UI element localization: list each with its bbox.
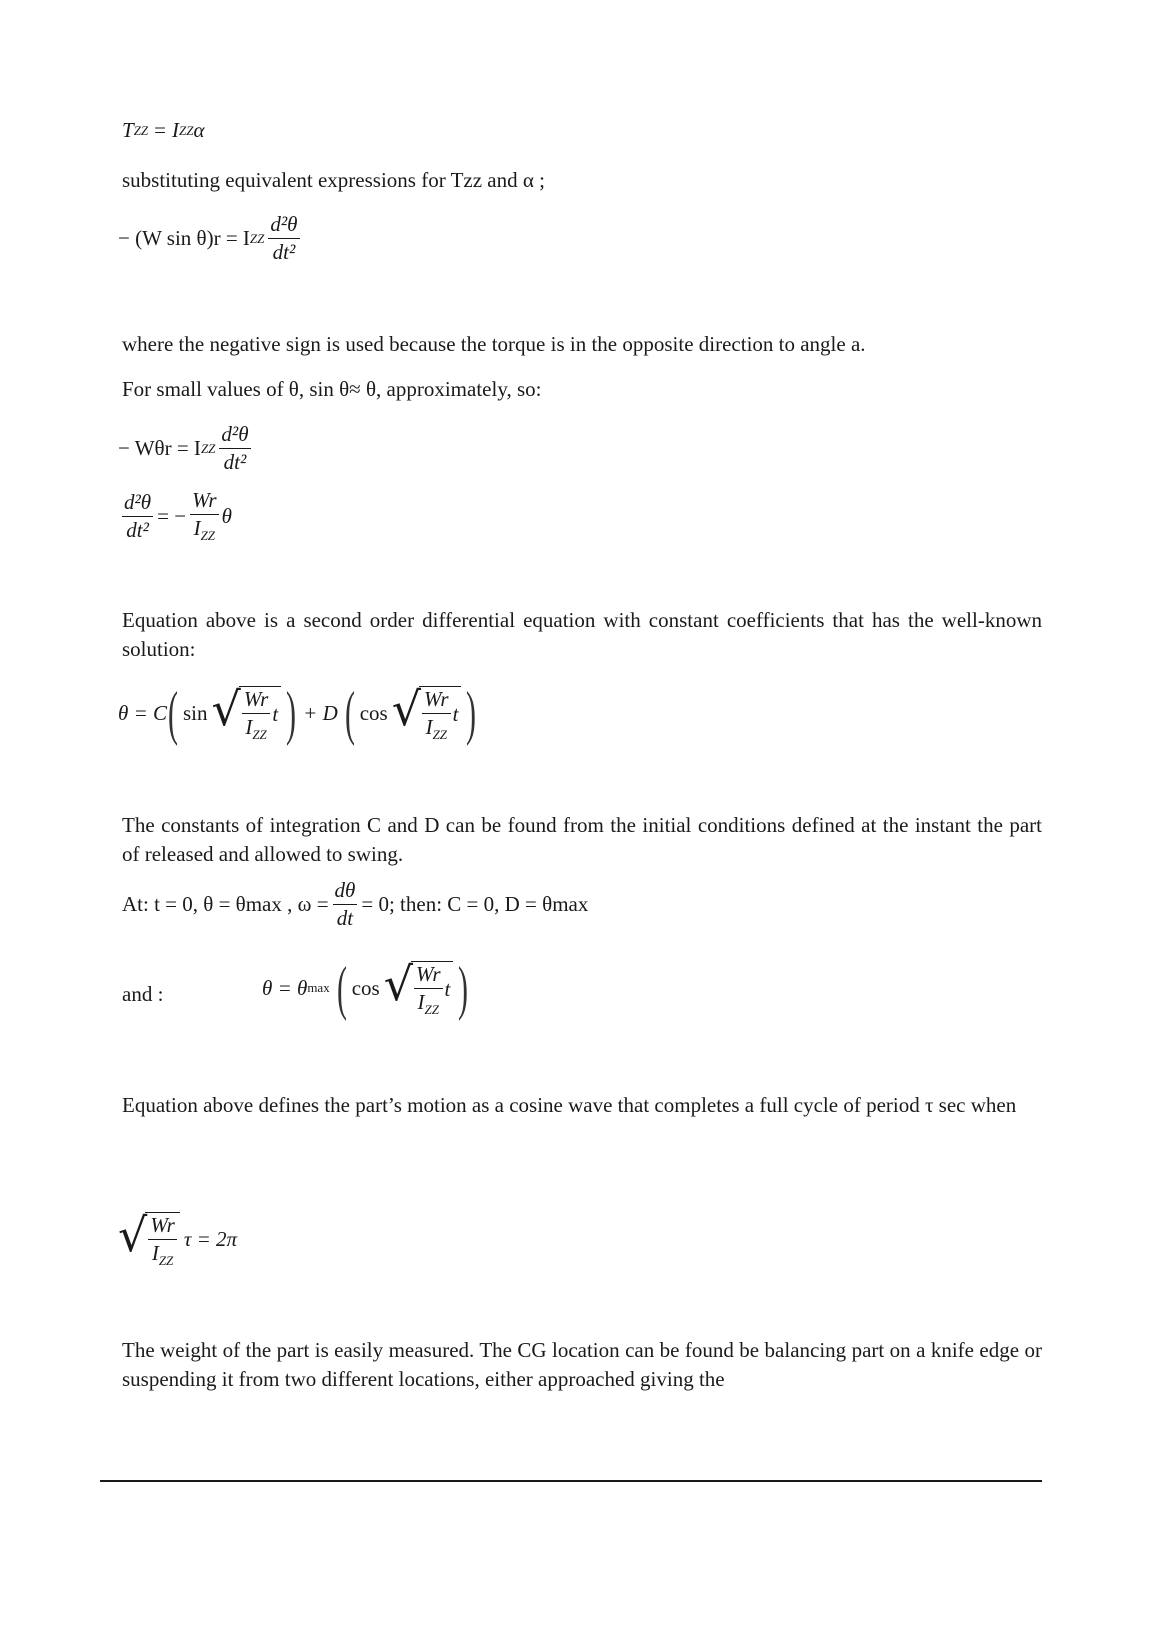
eq4-numerator-2: Wr (190, 490, 219, 515)
eq8-rhs: τ = 2π (183, 1227, 238, 1251)
eq5-den-1: $I_{ZZ}$ (245, 714, 267, 742)
eq8-den: $I_{ZZ}$ (151, 1241, 174, 1268)
eq5-paren-open-2: ( (344, 680, 355, 746)
eq1-alpha: α (193, 118, 205, 142)
eq5-num-1: Wr (242, 689, 271, 714)
eq5-sqrt-2 (391, 681, 462, 742)
eq5-sqrt-1 (211, 681, 282, 742)
p7-paren-open: ( (336, 955, 347, 1021)
equation-differential (122, 490, 232, 542)
eq3-left: − Wθr = I (118, 436, 201, 460)
paragraph-negative-sign: where the negative sign is used because the torque is in the opposite direction to angle a. (122, 332, 866, 356)
p7-cos: cos (351, 975, 380, 1000)
eq5-paren-close-1: ) (286, 680, 297, 746)
eq1-rhs-sub: ZZ (179, 122, 194, 138)
eq8-sqrt (118, 1208, 180, 1268)
eq5-lhs: θ = C (118, 700, 167, 725)
p7-lhs: θ = θ (262, 975, 308, 1000)
eq1-rhs: I (172, 118, 179, 142)
footer-rule (100, 1480, 1042, 1482)
eq4-fraction-left (122, 489, 153, 542)
eq5-den-2: $I_{ZZ}$ (425, 714, 448, 742)
eq2-fraction (268, 214, 299, 263)
eq5-sin: sin (182, 700, 208, 725)
equation-general-solution (118, 680, 481, 746)
eq3-denominator: dt² (223, 450, 247, 474)
sqrt-icon: √ (118, 1208, 148, 1262)
eq5-t-1: t (272, 702, 279, 726)
eq4-mid: = − (157, 503, 187, 528)
eq4-numerator: d²θ (122, 492, 153, 517)
sqrt-icon: √ (211, 681, 241, 736)
eq2-denominator: dt² (272, 240, 296, 264)
paragraph-small-values: For small values of θ, sin θ≈ θ, approximately, so: (122, 377, 542, 401)
eq1-lhs-sub: ZZ (133, 122, 149, 138)
eq3-fraction (219, 424, 250, 473)
p7-t: t (444, 977, 451, 1001)
p7-num: Wr (414, 964, 443, 989)
p7-label: and : (122, 982, 164, 1006)
eq5-t-2: t (452, 702, 459, 726)
eq2-sub: ZZ (249, 230, 265, 246)
eq5-paren-close-2: ) (466, 680, 477, 746)
p6-prefix: At: t = 0, θ = θmax , ω = (122, 892, 329, 916)
equation-torque-substituted (118, 214, 300, 263)
p6-suffix: = 0; then: C = 0, D = θmax (361, 892, 589, 916)
p7-lhs-sub: max (307, 980, 330, 995)
eq5-num-2: Wr (422, 689, 451, 714)
p7-sqrt (383, 956, 454, 1017)
eq4-theta: θ (221, 503, 232, 528)
p7-paren-close: ) (458, 955, 469, 1021)
p6-denominator: dt (336, 906, 354, 930)
eq2-numerator: d²θ (268, 214, 299, 239)
paragraph-substituting: substituting equivalent expressions for Tzz and α ; (122, 168, 545, 192)
paragraph-second-order: Equation above is a second order differential equation with constant coefficients that has the well-known solution: (122, 608, 1042, 661)
equation-small-angle (118, 424, 251, 473)
eq1-equals: = (154, 118, 166, 142)
eq2-left: − (W sin θ)r = I (118, 226, 250, 250)
eq5-cos: cos (359, 700, 388, 725)
equation-particular-solution (262, 955, 473, 1021)
eq4-denominator: dt² (126, 517, 149, 542)
eq8-num: Wr (148, 1215, 177, 1240)
p7-den: $I_{ZZ}$ (417, 989, 439, 1017)
equation-torque-inertia (122, 118, 205, 143)
p6-numerator: dθ (333, 880, 358, 905)
paragraph-constants: The constants of integration C and D can be found from the initial conditions defined at the instant the part of released and allowed to swing. (122, 813, 1042, 866)
eq5-paren-open-1: ( (167, 680, 178, 746)
sqrt-icon: √ (391, 681, 422, 736)
eq4-denominator-2: $I_{ZZ}$ (193, 516, 216, 543)
sqrt-icon: √ (383, 956, 413, 1011)
equation-period (118, 1208, 238, 1268)
eq1-lhs: T (122, 118, 134, 142)
eq4-fraction-right (190, 490, 219, 542)
eq3-sub: ZZ (200, 440, 216, 456)
initial-conditions (122, 880, 588, 929)
eq3-numerator: d²θ (219, 424, 250, 449)
p6-fraction (333, 880, 358, 929)
paragraph-cosine-wave: Equation above defines the part’s motion as a cosine wave that completes a full cycle of period τ sec when (122, 1093, 1017, 1117)
eq5-plus: + D (303, 700, 338, 725)
paragraph-weight-cg: The weight of the part is easily measured. The CG location can be found be balancing part on a knife edge or suspending it from two different locations, either approached giving the (122, 1338, 1042, 1391)
